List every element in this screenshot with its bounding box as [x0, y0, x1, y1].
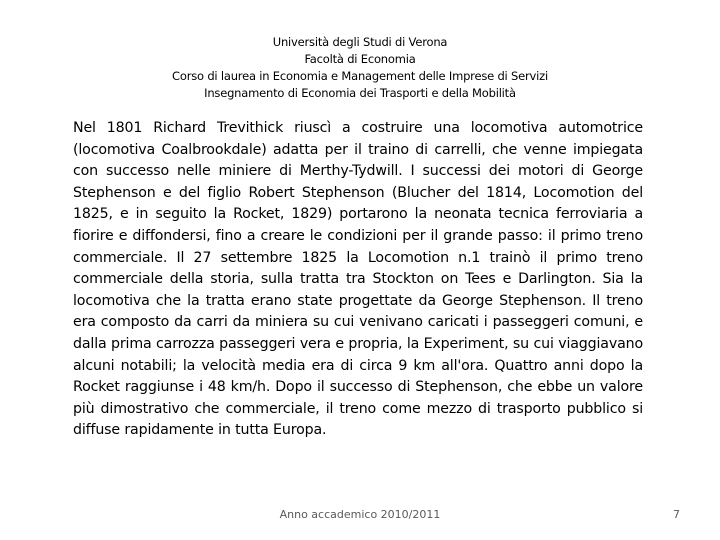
university-name: Università degli Studi di Verona	[272, 35, 448, 49]
course-subject: Insegnamento di Economia dei Trasporti e della Mobilità	[204, 86, 516, 100]
slide-header	[0, 34, 720, 102]
main-paragraph: Nel 1801 Richard Trevithick riuscì a costruire una locomotiva automotrice (locomotiva Coalbrookdale) adatta per il traino di carrelli, che venne impiegata con successo nelle miniere di Merthy-Tydwill. I successi dei motori di George Stephenson e del figlio Robert Stephenson (Blucher del 1814, Locomotion del 1825, e in seguito la Rocket, 1829) portarono la neonata tecnica ferroviaria a fiorire e diffondersi, fino a creare le condizioni per il grande passo: il primo treno commerciale. Il 27 settembre 1825 la Locomotion n.1 trainò il primo treno commerciale della storia, sulla tratta tra Stockton on Tees e Darlington. Sia la locomotiva che la tratta erano state progettate da George Stephenson. Il treno era composto da carri da miniera su cui venivano caricati i passeggeri comuni, e dalla prima carrozza passeggeri vera e propria, la Experiment, su cui viaggiavano alcuni notabili; la velocità media era di circa 9 km all'ora. Quattro anni dopo la Rocket raggiunse i 48 km/h. Dopo il successo di Stephenson, che ebbe un valore più dimostrativo che commerciale, il treno come mezzo di trasporto pubblico si diffuse rapidamente in tutta Europa.	[73, 120, 643, 439]
academic-year: Anno accademico 2010/2011	[279, 508, 441, 521]
page-number: 7	[673, 508, 680, 521]
faculty-name: Facoltà di Economia	[304, 52, 416, 66]
degree-course: Corso di laurea in Economia e Management delle Imprese di Servizi	[172, 69, 548, 83]
